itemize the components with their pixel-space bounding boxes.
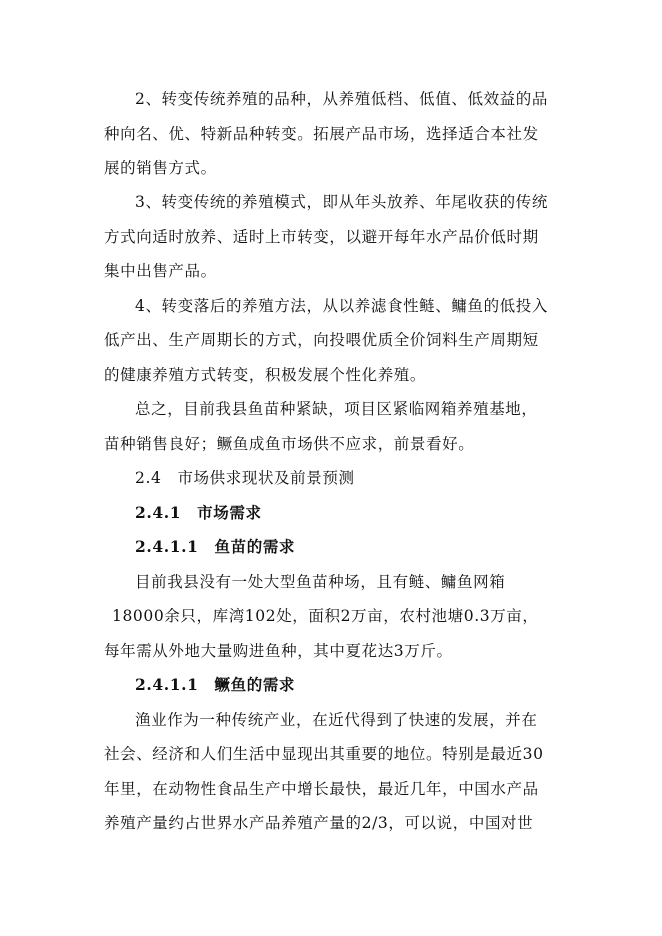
paragraph-line: 3、转变传统的养殖模式，即从年头放养、年尾收获的传统 xyxy=(135,193,548,211)
section-heading-2-4-1-1-fry xyxy=(135,537,565,557)
paragraph-line: 目前我县没有一处大型鱼苗种场，且有鲢、鳙鱼网箱 xyxy=(135,573,506,591)
paragraph-line: 集中出售产品。 xyxy=(104,262,217,280)
paragraph-line: 18000余只，库湾102处，面积2万亩，农村池塘0.3万亩， xyxy=(112,607,539,625)
paragraph-line: 的健康养殖方式转变，积极发展个性化养殖。 xyxy=(104,366,427,384)
paragraph-line: 2、转变传统养殖的品种，从养殖低档、低值、低效益的品 xyxy=(135,90,548,108)
section-number: 2.4.1.1 xyxy=(135,537,199,556)
paragraph-line: 方式向适时放养、适时上市转变，以避开每年水产品价低时期 xyxy=(104,228,539,246)
paragraph-line: 低产出、生产周期长的方式，向投喂优质全价饲料生产周期短 xyxy=(104,331,539,349)
paragraph-line: 社会、经济和人们生活中显现出其重要的地位。特别是最近30 xyxy=(104,745,544,763)
paragraph-line: 苗种销售良好；鳜鱼成鱼市场供不应求，前景看好。 xyxy=(104,435,475,453)
section-heading-2-4-1-1-mandarin xyxy=(135,675,565,695)
paragraph-line: 总之，目前我县鱼苗种紧缺，项目区紧临网箱养殖基地， xyxy=(135,400,538,418)
section-title: 市场需求 xyxy=(197,503,262,522)
paragraph-line: 养殖产量约占世界水产品养殖产量的2/3，可以说，中国对世 xyxy=(104,814,534,832)
paragraph-line: 每年需从外地大量购进鱼种，其中夏花达3万斤。 xyxy=(104,642,453,660)
paragraph-line: 种向名、优、特新品种转变。拓展产品市场，选择适合本社发 xyxy=(104,125,539,143)
section-number: 2.4.1 xyxy=(135,503,182,522)
section-title: 市场供求现状及前景预测 xyxy=(177,469,355,487)
section-heading-2-4 xyxy=(135,468,565,488)
paragraph-line: 4、转变落后的养殖方法，从以养滤食性鲢、鳙鱼的低投入 xyxy=(135,297,548,315)
section-number: 2.4 xyxy=(135,469,162,487)
section-number: 2.4.1.1 xyxy=(135,675,199,694)
section-heading-2-4-1 xyxy=(135,503,565,523)
section-title: 鱼苗的需求 xyxy=(214,537,296,556)
section-title: 鳜鱼的需求 xyxy=(214,675,296,694)
paragraph-line: 年里，在动物性食品生产中增长最快，最近几年，中国水产品 xyxy=(104,780,539,798)
paragraph-line: 渔业作为一种传统产业，在近代得到了快速的发展，并在 xyxy=(135,711,538,729)
paragraph-line: 展的销售方式。 xyxy=(104,159,217,177)
